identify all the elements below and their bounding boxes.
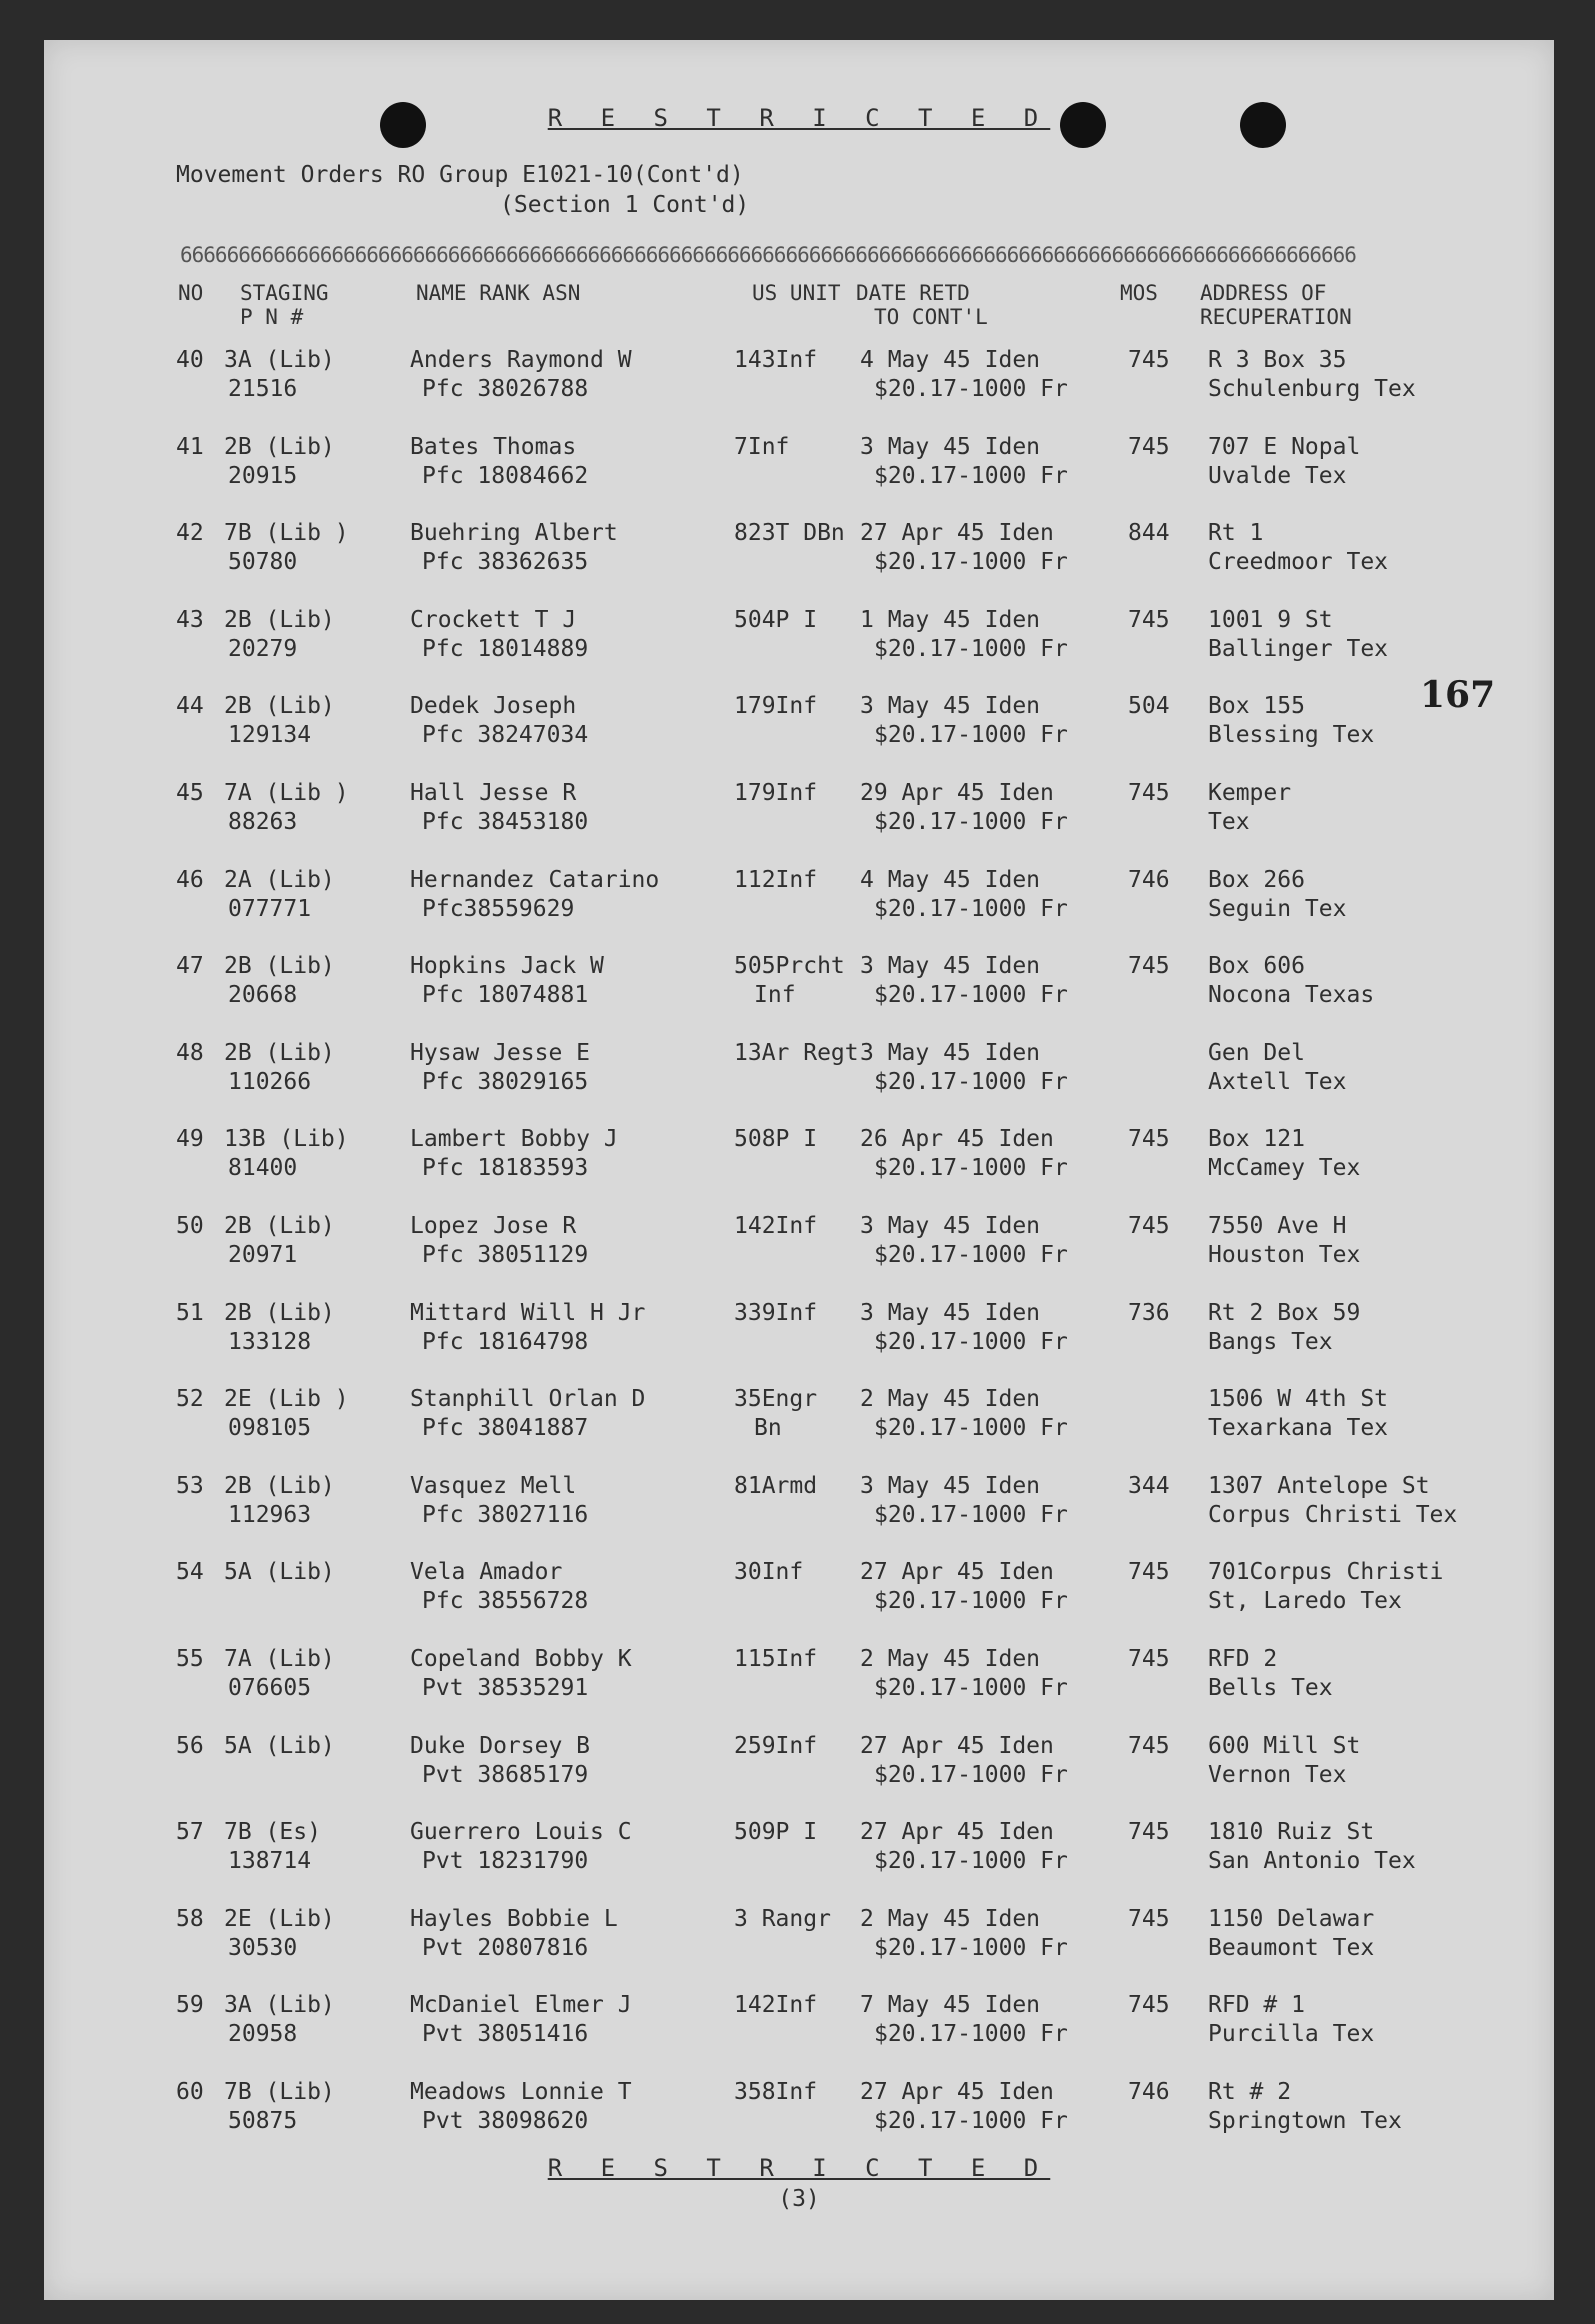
table-row — [44, 1991, 1554, 2051]
staging-code: 2B (Lib) — [224, 1039, 335, 1066]
date-returned: 27 Apr 45 Iden — [860, 1819, 1054, 1846]
soldier-name: Dedek Joseph — [410, 693, 577, 720]
date-returned: 27 Apr 45 Iden — [860, 1732, 1054, 1759]
staging-code: 7B (Lib) — [224, 2079, 335, 2105]
us-unit: 115Inf — [734, 1646, 818, 1672]
row-number: 40 — [176, 347, 204, 373]
row-number: 43 — [176, 606, 204, 633]
table-row — [44, 346, 1554, 406]
us-unit: 179Inf — [734, 780, 818, 806]
us-unit: 179Inf — [734, 693, 818, 720]
rank-asn: Pfc 38041887 — [422, 1415, 589, 1442]
address-line2: Springtown Tex — [1208, 2108, 1402, 2134]
soldier-name: Duke Dorsey B — [410, 1732, 591, 1759]
row-number: 54 — [176, 1559, 204, 1586]
table-row — [44, 1299, 1554, 1359]
pn-number: 30530 — [228, 1934, 298, 1961]
table-row — [44, 952, 1554, 1012]
pay-info: $20.17-1000 Fr — [874, 1328, 1068, 1355]
pay-info: $20.17-1000 Fr — [874, 1588, 1068, 1615]
soldier-name: Lambert Bobby J — [410, 1126, 618, 1153]
us-unit: 508P I — [734, 1126, 818, 1153]
address-line2: Tex — [1208, 809, 1250, 835]
typed-divider: 66666666666666666666666666666666666666666666666666666666666666666666666666666666666666666666666666666 — [180, 243, 1356, 267]
soldier-name: Buehring Albert — [410, 520, 618, 547]
mos-code: 736 — [1128, 1299, 1170, 1326]
soldier-name: Hysaw Jesse E — [410, 1039, 591, 1066]
page-number: (3) — [778, 2186, 820, 2212]
address-line1: Kemper — [1208, 780, 1292, 806]
address-line2: Bangs Tex — [1208, 1328, 1333, 1355]
address-line1: Rt 2 Box 59 — [1208, 1299, 1361, 1326]
pay-info: $20.17-1000 Fr — [874, 376, 1068, 402]
staging-code: 2E (Lib ) — [224, 1386, 349, 1413]
pay-info: $20.17-1000 Fr — [874, 1068, 1068, 1095]
us-unit: 143Inf — [734, 347, 818, 373]
mos-code: 745 — [1128, 1559, 1170, 1586]
pay-info: $20.17-1000 Fr — [874, 895, 1068, 922]
col-no: NO — [178, 281, 204, 305]
staging-code: 2B (Lib) — [224, 1472, 335, 1499]
rank-asn: Pvt 20807816 — [422, 1934, 589, 1961]
soldier-name: Guerrero Louis C — [410, 1819, 632, 1846]
soldier-name: Copeland Bobby K — [410, 1646, 632, 1672]
staging-code: 2B (Lib) — [224, 606, 335, 633]
address-line2: McCamey Tex — [1208, 1155, 1361, 1182]
us-unit: 339Inf — [734, 1299, 818, 1326]
soldier-name: Stanphill Orlan D — [410, 1386, 646, 1413]
address-line1: 1307 Antelope St — [1208, 1472, 1430, 1499]
address-line2: Schulenburg Tex — [1208, 376, 1416, 402]
pn-number: 20279 — [228, 635, 298, 662]
row-number: 44 — [176, 693, 204, 720]
soldier-name: Vela Amador — [410, 1559, 563, 1586]
pay-info: $20.17-1000 Fr — [874, 635, 1068, 662]
section-subtitle: (Section 1 Cont'd) — [500, 192, 750, 218]
date-returned: 27 Apr 45 Iden — [860, 520, 1054, 547]
pn-number: 21516 — [228, 376, 298, 402]
table-row — [44, 1385, 1554, 1445]
rank-asn: Pfc 38556728 — [422, 1588, 589, 1615]
table-row — [44, 606, 1554, 666]
table-row — [44, 1125, 1554, 1185]
rank-asn: Pvt 38685179 — [422, 1761, 589, 1788]
address-line2: Texarkana Tex — [1208, 1415, 1389, 1442]
pn-number: 129134 — [228, 722, 312, 749]
staging-code: 5A (Lib) — [224, 1732, 335, 1759]
row-number: 57 — [176, 1819, 204, 1846]
staging-code: 2B (Lib) — [224, 1299, 335, 1326]
restricted-banner-top: R E S T R I C T E D — [547, 104, 1051, 132]
address-line2: Corpus Christi Tex — [1208, 1501, 1458, 1528]
restricted-banner-bottom: R E S T R I C T E D — [547, 2154, 1051, 2182]
col-date: DATE RETD — [856, 281, 970, 305]
row-number: 50 — [176, 1213, 204, 1239]
table-row — [44, 1212, 1554, 1272]
address-line2: San Antonio Tex — [1208, 1848, 1416, 1875]
date-returned: 3 May 45 Iden — [860, 1039, 1041, 1066]
address-line1: RFD 2 — [1208, 1646, 1278, 1672]
address-line2: Beaumont Tex — [1208, 1934, 1375, 1961]
address-line1: Box 266 — [1208, 866, 1305, 893]
us-unit: 142Inf — [734, 1213, 818, 1239]
pn-number: 077771 — [228, 895, 312, 922]
address-line2: Seguin Tex — [1208, 895, 1347, 922]
us-unit: 505Prcht — [734, 953, 845, 980]
rank-asn: Pvt 38051416 — [422, 2021, 589, 2048]
us-unit: 823T DBn — [734, 520, 845, 547]
staging-code: 7A (Lib) — [224, 1646, 335, 1672]
date-returned: 1 May 45 Iden — [860, 606, 1041, 633]
pay-info: $20.17-1000 Fr — [874, 462, 1068, 489]
pay-info: $20.17-1000 Fr — [874, 2021, 1068, 2048]
address-line1: 707 E Nopal — [1208, 433, 1361, 460]
staging-code: 7B (Es) — [224, 1819, 321, 1846]
address-line2: Vernon Tex — [1208, 1761, 1347, 1788]
address-line1: Gen Del — [1208, 1039, 1305, 1066]
rank-asn: Pfc 38362635 — [422, 549, 589, 576]
table-row — [44, 1732, 1554, 1792]
rank-asn: Pfc 18183593 — [422, 1155, 589, 1182]
address-line1: Box 606 — [1208, 953, 1305, 980]
us-unit: 30Inf — [734, 1559, 804, 1586]
mos-code: 745 — [1128, 1905, 1170, 1932]
pn-number: 88263 — [228, 809, 298, 835]
mos-code: 344 — [1128, 1472, 1170, 1499]
pay-info: $20.17-1000 Fr — [874, 809, 1068, 835]
date-returned: 26 Apr 45 Iden — [860, 1126, 1054, 1153]
row-number: 53 — [176, 1472, 204, 1499]
handwritten-page-number: 167 — [1420, 674, 1496, 716]
date-returned: 29 Apr 45 Iden — [860, 780, 1054, 806]
mos-code: 504 — [1128, 693, 1170, 720]
us-unit: 509P I — [734, 1819, 818, 1846]
address-line2: Bells Tex — [1208, 1675, 1333, 1701]
us-unit: 259Inf — [734, 1732, 818, 1759]
staging-code: 2B (Lib) — [224, 433, 335, 460]
us-unit: 13Ar Regt — [734, 1039, 859, 1066]
date-returned: 3 May 45 Iden — [860, 953, 1041, 980]
rank-asn: Pvt 38098620 — [422, 2108, 589, 2134]
us-unit: 112Inf — [734, 866, 818, 893]
row-number: 48 — [176, 1039, 204, 1066]
address-line2: Ballinger Tex — [1208, 635, 1389, 662]
pay-info: $20.17-1000 Fr — [874, 1761, 1068, 1788]
address-line2: St, Laredo Tex — [1208, 1588, 1402, 1615]
soldier-name: Anders Raymond W — [410, 347, 632, 373]
pn-number: 076605 — [228, 1675, 312, 1701]
address-line1: RFD # 1 — [1208, 1992, 1305, 2019]
pn-number: 098105 — [228, 1415, 312, 1442]
staging-code: 2B (Lib) — [224, 953, 335, 980]
table-row — [44, 1558, 1554, 1618]
date-returned: 3 May 45 Iden — [860, 1299, 1041, 1326]
date-returned: 4 May 45 Iden — [860, 347, 1041, 373]
address-line1: 701Corpus Christi — [1208, 1559, 1444, 1586]
rank-asn: Pfc38559629 — [422, 895, 575, 922]
address-line1: Rt 1 — [1208, 520, 1264, 547]
rank-asn: Pfc 38051129 — [422, 1242, 589, 1268]
table-row — [44, 692, 1554, 752]
soldier-name: McDaniel Elmer J — [410, 1992, 632, 2019]
address-line1: 1506 W 4th St — [1208, 1386, 1389, 1413]
date-returned: 3 May 45 Iden — [860, 1213, 1041, 1239]
date-returned: 7 May 45 Iden — [860, 1992, 1041, 2019]
pn-number: 133128 — [228, 1328, 312, 1355]
soldier-name: Crockett T J — [410, 606, 577, 633]
col-date-2: TO CONT'L — [874, 305, 988, 329]
address-line2: Axtell Tex — [1208, 1068, 1347, 1095]
rank-asn: Pfc 18084662 — [422, 462, 589, 489]
staging-code: 5A (Lib) — [224, 1559, 335, 1586]
us-unit: 81Armd — [734, 1472, 818, 1499]
rank-asn: Pfc 18164798 — [422, 1328, 589, 1355]
pay-info: $20.17-1000 Fr — [874, 982, 1068, 1009]
us-unit: 35Engr — [734, 1386, 818, 1413]
address-line1: 600 Mill St — [1208, 1732, 1361, 1759]
pn-number: 81400 — [228, 1155, 298, 1182]
pn-number: 50875 — [228, 2108, 298, 2134]
rank-asn: Pfc 18014889 — [422, 635, 589, 662]
rank-asn: Pvt 18231790 — [422, 1848, 589, 1875]
date-returned: 27 Apr 45 Iden — [860, 1559, 1054, 1586]
address-line1: 1001 9 St — [1208, 606, 1333, 633]
row-number: 59 — [176, 1992, 204, 2019]
date-returned: 3 May 45 Iden — [860, 693, 1041, 720]
us-unit-cont: Inf — [754, 982, 796, 1009]
mos-code: 745 — [1128, 1992, 1170, 2019]
address-line1: Box 155 — [1208, 693, 1305, 720]
mos-code: 745 — [1128, 433, 1170, 460]
staging-code: 2A (Lib) — [224, 866, 335, 893]
row-number: 47 — [176, 953, 204, 980]
address-line1: 1150 Delawar — [1208, 1905, 1375, 1932]
pay-info: $20.17-1000 Fr — [874, 1848, 1068, 1875]
soldier-name: Mittard Will H Jr — [410, 1299, 646, 1326]
mos-code: 745 — [1128, 780, 1170, 806]
row-number: 49 — [176, 1126, 204, 1153]
staging-code: 3A (Lib) — [224, 1992, 335, 2019]
row-number: 51 — [176, 1299, 204, 1326]
soldier-name: Hall Jesse R — [410, 780, 577, 806]
table-row — [44, 1039, 1554, 1099]
staging-code: 2E (Lib) — [224, 1905, 335, 1932]
mos-code: 745 — [1128, 1126, 1170, 1153]
date-returned: 2 May 45 Iden — [860, 1646, 1041, 1672]
pay-info: $20.17-1000 Fr — [874, 549, 1068, 576]
pn-number: 20668 — [228, 982, 298, 1009]
table-row — [44, 1645, 1554, 1705]
mos-code: 745 — [1128, 1819, 1170, 1846]
us-unit: 3 Rangr — [734, 1905, 831, 1932]
rank-asn: Pfc 38453180 — [422, 809, 589, 835]
rank-asn: Pfc 38026788 — [422, 376, 589, 402]
pay-info: $20.17-1000 Fr — [874, 2108, 1068, 2134]
staging-code: 13B (Lib) — [224, 1126, 349, 1153]
address-line1: 1810 Ruiz St — [1208, 1819, 1375, 1846]
col-staging: STAGING — [240, 281, 329, 305]
address-line1: Rt # 2 — [1208, 2079, 1292, 2105]
rank-asn: Pfc 38247034 — [422, 722, 589, 749]
soldier-name: Vasquez Mell — [410, 1472, 577, 1499]
table-row — [44, 1472, 1554, 1532]
document-page — [44, 40, 1554, 2300]
pn-number: 20915 — [228, 462, 298, 489]
soldier-name: Hopkins Jack W — [410, 953, 604, 980]
mos-code: 745 — [1128, 953, 1170, 980]
col-address: ADDRESS OF — [1200, 281, 1327, 305]
address-line2: Purcilla Tex — [1208, 2021, 1375, 2048]
us-unit: 142Inf — [734, 1992, 818, 2019]
col-mos: MOS — [1120, 281, 1158, 305]
staging-code: 2B (Lib) — [224, 693, 335, 720]
mos-code: 746 — [1128, 2079, 1170, 2105]
rank-asn: Pfc 18074881 — [422, 982, 589, 1009]
address-line1: 7550 Ave H — [1208, 1213, 1347, 1239]
pay-info: $20.17-1000 Fr — [874, 722, 1068, 749]
mos-code: 745 — [1128, 347, 1170, 373]
pn-number: 50780 — [228, 549, 298, 576]
pay-info: $20.17-1000 Fr — [874, 1155, 1068, 1182]
col-address-2: RECUPERATION — [1200, 305, 1352, 329]
us-unit: 358Inf — [734, 2079, 818, 2105]
us-unit-cont: Bn — [754, 1415, 782, 1442]
us-unit: 504P I — [734, 606, 818, 633]
soldier-name: Lopez Jose R — [410, 1213, 577, 1239]
date-returned: 2 May 45 Iden — [860, 1386, 1041, 1413]
staging-code: 7B (Lib ) — [224, 520, 349, 547]
pay-info: $20.17-1000 Fr — [874, 1501, 1068, 1528]
table-row — [44, 433, 1554, 493]
soldier-name: Bates Thomas — [410, 433, 577, 460]
table-row — [44, 779, 1554, 839]
address-line2: Uvalde Tex — [1208, 462, 1347, 489]
table-row — [44, 866, 1554, 926]
mos-code: 745 — [1128, 1213, 1170, 1239]
row-number: 55 — [176, 1646, 204, 1672]
soldier-name: Hernandez Catarino — [410, 866, 660, 893]
soldier-name: Hayles Bobbie L — [410, 1905, 618, 1932]
address-line1: R 3 Box 35 — [1208, 347, 1347, 373]
soldier-name: Meadows Lonnie T — [410, 2079, 632, 2105]
rank-asn: Pfc 38029165 — [422, 1068, 589, 1095]
pay-info: $20.17-1000 Fr — [874, 1675, 1068, 1701]
row-number: 60 — [176, 2079, 204, 2105]
col-unit: US UNIT — [752, 281, 841, 305]
staging-code: 7A (Lib ) — [224, 780, 349, 806]
mos-code: 745 — [1128, 606, 1170, 633]
us-unit: 7Inf — [734, 433, 790, 460]
date-returned: 3 May 45 Iden — [860, 1472, 1041, 1499]
address-line2: Houston Tex — [1208, 1242, 1361, 1268]
date-returned: 4 May 45 Iden — [860, 866, 1041, 893]
date-returned: 27 Apr 45 Iden — [860, 2079, 1054, 2105]
table-row — [44, 1818, 1554, 1878]
rank-asn: Pvt 38535291 — [422, 1675, 589, 1701]
pn-number: 110266 — [228, 1068, 312, 1095]
mos-code: 746 — [1128, 866, 1170, 893]
pn-number: 138714 — [228, 1848, 312, 1875]
address-line2: Nocona Texas — [1208, 982, 1375, 1009]
row-number: 46 — [176, 866, 204, 893]
address-line1: Box 121 — [1208, 1126, 1305, 1153]
orders-title: Movement Orders RO Group E1021-10(Cont'd) — [176, 162, 744, 188]
pn-number: 20958 — [228, 2021, 298, 2048]
date-returned: 3 May 45 Iden — [860, 433, 1041, 460]
table-row — [44, 2078, 1554, 2138]
row-number: 41 — [176, 433, 204, 460]
mos-code: 745 — [1128, 1732, 1170, 1759]
mos-code: 844 — [1128, 520, 1170, 547]
col-pn: P N # — [240, 305, 304, 329]
table-row — [44, 519, 1554, 579]
table-row — [44, 1905, 1554, 1965]
pay-info: $20.17-1000 Fr — [874, 1415, 1068, 1442]
staging-code: 2B (Lib) — [224, 1213, 335, 1239]
row-number: 45 — [176, 780, 204, 806]
pn-number: 20971 — [228, 1242, 298, 1268]
pn-number: 112963 — [228, 1501, 312, 1528]
pay-info: $20.17-1000 Fr — [874, 1242, 1068, 1268]
staging-code: 3A (Lib) — [224, 347, 335, 373]
address-line2: Blessing Tex — [1208, 722, 1375, 749]
pay-info: $20.17-1000 Fr — [874, 1934, 1068, 1961]
row-number: 42 — [176, 520, 204, 547]
col-name: NAME RANK ASN — [416, 281, 581, 305]
row-number: 58 — [176, 1905, 204, 1932]
row-number: 52 — [176, 1386, 204, 1413]
address-line2: Creedmoor Tex — [1208, 549, 1389, 576]
row-number: 56 — [176, 1732, 204, 1759]
mos-code: 745 — [1128, 1646, 1170, 1672]
rank-asn: Pfc 38027116 — [422, 1501, 589, 1528]
date-returned: 2 May 45 Iden — [860, 1905, 1041, 1932]
